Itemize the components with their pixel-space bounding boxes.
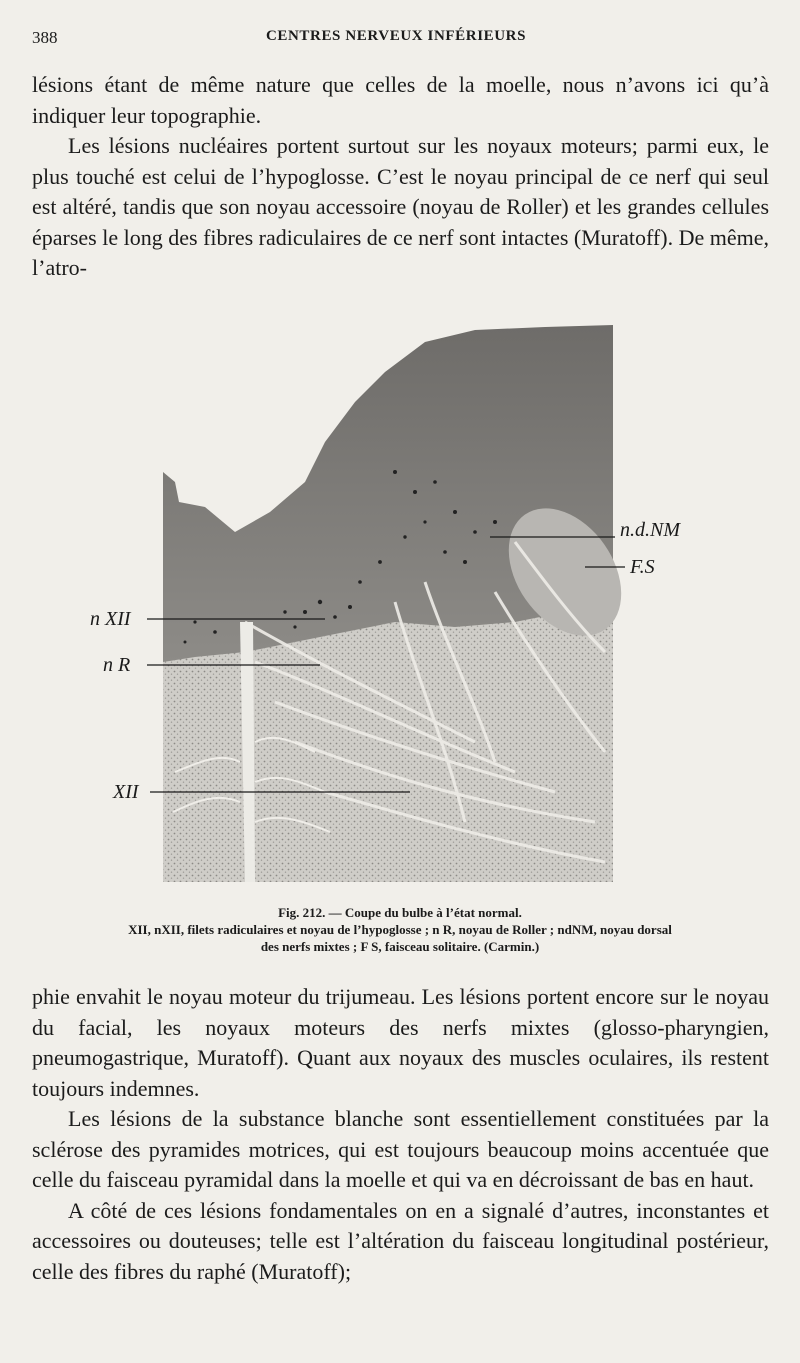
figure-caption: [30, 904, 770, 955]
paragraph: lésions étant de même nature que celles de la moelle, nous n’avons ici qu’à indiquer leur topographie.: [32, 72, 769, 128]
page-header: [32, 28, 760, 52]
text-block-bottom: [32, 982, 769, 1287]
paragraph: Les lésions de la substance blanche sont essentiellement constituées par la sclérose des pyramides motrices, qui est toujours beaucoup moins accentuée que celle du faisceau pyramidal dans la moelle et qui va en décroissant de bas en haut.: [32, 1106, 769, 1192]
label-XII: XII: [113, 781, 139, 803]
figure-medulla-section: [90, 322, 720, 887]
label-nR: n R: [103, 654, 131, 676]
paragraph: A côté de ces lésions fondamentales on en a signalé d’autres, inconstantes et accessoires ou douteuses; telle est l’altération du faisceau longitudinal postérieur, celle des fibres du raphé (Muratoff);: [32, 1197, 769, 1284]
caption-title: Fig. 212. — Coupe du bulbe à l’état normal.: [278, 905, 522, 920]
histology-illustration: [90, 322, 720, 887]
caption-legend: XII, nXII, filets radiculaires et noyau de l’hypoglosse ; n R, noyau de Roller ; ndNM, noyau dorsal: [128, 922, 672, 937]
text-block-top: [32, 70, 769, 284]
page-number: 388: [32, 28, 58, 47]
label-nXII: n XII: [90, 608, 131, 630]
running-title: CENTRES NERVEUX INFÉRIEURS: [265, 28, 527, 44]
caption-legend-cont: des nerfs mixtes ; F S, faisceau solitaire. (Carmin.): [260, 939, 540, 954]
paragraph: Les lésions nucléaires portent surtout sur les noyaux moteurs; parmi eux, le plus touché est celui de l’hypoglosse. C’est le noyau principal de ce nerf qui seul est altéré, tandis que son noyau accessoire (noyau de Roller) et les grandes cellules éparses le long des fibres radiculaires de ce nerf sont intactes (Muratoff). De même, l’atro-: [32, 133, 769, 280]
label-FS: F.S: [630, 556, 655, 578]
paragraph: phie envahit le noyau moteur du trijumeau. Les lésions portent encore sur le noyau du facial, les noyaux moteurs des nerfs mixtes (glosso-pharyngien, pneumogastrique, Muratoff). Quant aux noyaux des muscles oculaires, ils restent toujours indemnes.: [32, 984, 769, 1101]
label-ndNM: n.d.NM: [620, 519, 680, 541]
